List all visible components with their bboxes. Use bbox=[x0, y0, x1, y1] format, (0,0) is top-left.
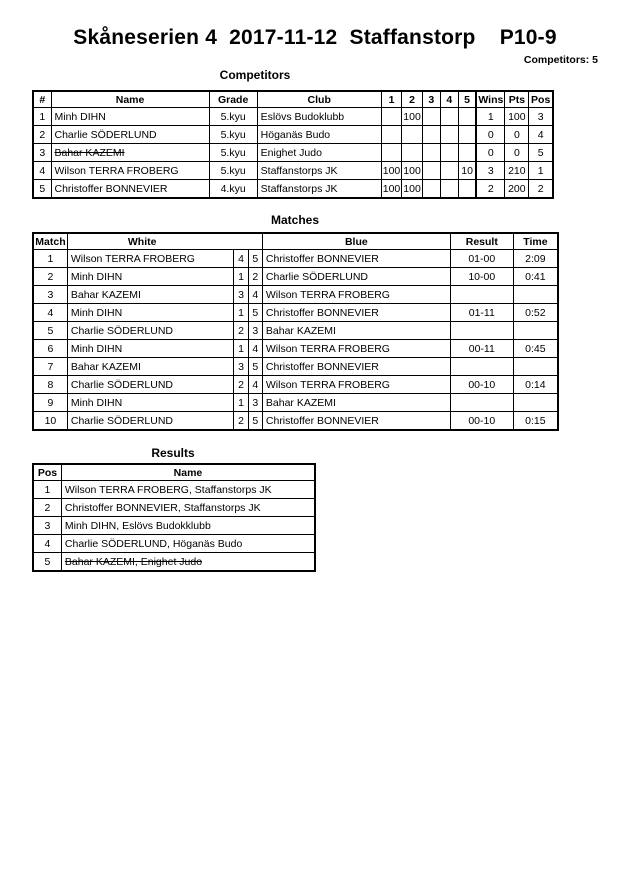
competitor-number: 2 bbox=[33, 126, 51, 144]
competitor-score-s2 bbox=[402, 144, 423, 162]
competitor-score-s4 bbox=[440, 108, 458, 126]
competitor-score-s5: 10 bbox=[458, 162, 476, 180]
competitor-points: 0 bbox=[505, 144, 529, 162]
competitor-score-s2: 100 bbox=[402, 162, 423, 180]
matches-section-title: Matches bbox=[270, 213, 320, 227]
col-header: Club bbox=[257, 91, 381, 108]
result-name: Bahar KAZEMI, Enighet Judo bbox=[61, 553, 315, 572]
col-header: Match bbox=[33, 233, 67, 250]
white-seed: 3 bbox=[234, 286, 248, 304]
competitor-wins: 1 bbox=[476, 108, 505, 126]
page-title: Skåneserien 4 2017-11-12 Staffanstorp P10-9 bbox=[73, 26, 557, 49]
competitor-score-s3 bbox=[422, 108, 440, 126]
competitor-grade: 5.kyu bbox=[209, 162, 257, 180]
col-header: 3 bbox=[422, 91, 440, 108]
result-row bbox=[33, 553, 315, 572]
competitor-grade: 5.kyu bbox=[209, 126, 257, 144]
white-seed: 1 bbox=[234, 394, 248, 412]
competitor-score-s4 bbox=[440, 126, 458, 144]
blue-player: Bahar KAZEMI bbox=[262, 322, 450, 340]
competitor-score-s1 bbox=[381, 126, 402, 144]
blue-player: Charlie SÖDERLUND bbox=[262, 268, 450, 286]
result-position: 1 bbox=[33, 481, 61, 499]
blue-player: Christoffer BONNEVIER bbox=[262, 412, 450, 431]
competitor-score-s1: 100 bbox=[381, 180, 402, 199]
result-row bbox=[33, 535, 315, 553]
result-name: Wilson TERRA FROBERG, Staffanstorps JK bbox=[61, 481, 315, 499]
white-seed: 1 bbox=[234, 304, 248, 322]
match-time: 0:15 bbox=[513, 412, 558, 431]
competitor-club: Staffanstorps JK bbox=[257, 180, 381, 199]
result-position: 3 bbox=[33, 517, 61, 535]
blue-seed: 4 bbox=[248, 286, 262, 304]
white-seed: 1 bbox=[234, 268, 248, 286]
match-row bbox=[33, 412, 558, 431]
match-time bbox=[513, 394, 558, 412]
competitor-score-s5 bbox=[458, 126, 476, 144]
match-number: 9 bbox=[33, 394, 67, 412]
competitor-points: 100 bbox=[505, 108, 529, 126]
competitor-points: 210 bbox=[505, 162, 529, 180]
competitor-grade: 4.kyu bbox=[209, 180, 257, 199]
result-name: Minh DIHN, Eslövs Budokklubb bbox=[61, 517, 315, 535]
blue-seed: 5 bbox=[248, 412, 262, 431]
match-number: 1 bbox=[33, 250, 67, 268]
blue-seed: 5 bbox=[248, 358, 262, 376]
blue-seed: 3 bbox=[248, 322, 262, 340]
col-header: # bbox=[33, 91, 51, 108]
match-result: 10-00 bbox=[450, 268, 513, 286]
competitor-wins: 3 bbox=[476, 162, 505, 180]
white-player: Wilson TERRA FROBERG bbox=[67, 250, 234, 268]
result-row bbox=[33, 481, 315, 499]
competitor-row bbox=[33, 162, 553, 180]
competitors-section-title: Competitors bbox=[219, 68, 291, 82]
competitor-score-s3 bbox=[422, 144, 440, 162]
blue-player: Wilson TERRA FROBERG bbox=[262, 376, 450, 394]
competitor-wins: 2 bbox=[476, 180, 505, 199]
white-seed: 2 bbox=[234, 412, 248, 431]
match-number: 2 bbox=[33, 268, 67, 286]
competitor-row bbox=[33, 180, 553, 199]
blue-seed: 4 bbox=[248, 376, 262, 394]
matches-header-row bbox=[33, 233, 558, 250]
blue-player: Wilson TERRA FROBERG bbox=[262, 340, 450, 358]
result-position: 5 bbox=[33, 553, 61, 572]
competitor-position: 4 bbox=[529, 126, 553, 144]
competitor-number: 3 bbox=[33, 144, 51, 162]
competitors-table bbox=[32, 90, 554, 199]
col-header: Pts bbox=[505, 91, 529, 108]
match-result: 00-11 bbox=[450, 340, 513, 358]
col-header: Pos bbox=[529, 91, 553, 108]
match-number: 10 bbox=[33, 412, 67, 431]
competitor-position: 1 bbox=[529, 162, 553, 180]
competitor-score-s5 bbox=[458, 144, 476, 162]
white-player: Minh DIHN bbox=[67, 304, 234, 322]
result-name: Charlie SÖDERLUND, Höganäs Budo bbox=[61, 535, 315, 553]
blue-player: Christoffer BONNEVIER bbox=[262, 304, 450, 322]
col-header: White bbox=[67, 233, 262, 250]
white-player: Bahar KAZEMI bbox=[67, 358, 234, 376]
result-name: Christoffer BONNEVIER, Staffanstorps JK bbox=[61, 499, 315, 517]
competitor-points: 200 bbox=[505, 180, 529, 199]
competitor-wins: 0 bbox=[476, 144, 505, 162]
matches-table bbox=[32, 232, 559, 431]
white-seed: 3 bbox=[234, 358, 248, 376]
match-row bbox=[33, 394, 558, 412]
match-time bbox=[513, 286, 558, 304]
competitor-name: Wilson TERRA FROBERG bbox=[51, 162, 209, 180]
competitor-position: 5 bbox=[529, 144, 553, 162]
competitor-score-s1: 100 bbox=[381, 162, 402, 180]
competitor-position: 2 bbox=[529, 180, 553, 199]
match-time: 2:09 bbox=[513, 250, 558, 268]
competitor-grade: 5.kyu bbox=[209, 108, 257, 126]
match-row bbox=[33, 250, 558, 268]
competitor-score-s5 bbox=[458, 180, 476, 199]
white-player: Minh DIHN bbox=[67, 268, 234, 286]
blue-seed: 5 bbox=[248, 250, 262, 268]
competitor-name: Minh DIHN bbox=[51, 108, 209, 126]
match-row bbox=[33, 358, 558, 376]
col-header: Result bbox=[450, 233, 513, 250]
competitor-club: Eslövs Budoklubb bbox=[257, 108, 381, 126]
col-header: Time bbox=[513, 233, 558, 250]
match-result bbox=[450, 322, 513, 340]
match-result: 00-10 bbox=[450, 376, 513, 394]
results-header-row bbox=[33, 464, 315, 481]
match-result bbox=[450, 286, 513, 304]
competitor-club: Staffanstorps JK bbox=[257, 162, 381, 180]
col-header: 5 bbox=[458, 91, 476, 108]
col-header: Grade bbox=[209, 91, 257, 108]
match-result: 01-11 bbox=[450, 304, 513, 322]
blue-player: Christoffer BONNEVIER bbox=[262, 250, 450, 268]
competitor-score-s4 bbox=[440, 180, 458, 199]
match-time bbox=[513, 358, 558, 376]
competitor-number: 4 bbox=[33, 162, 51, 180]
match-result bbox=[450, 358, 513, 376]
white-seed: 2 bbox=[234, 322, 248, 340]
competitors-count: Competitors: 5 bbox=[523, 54, 598, 66]
competitor-row bbox=[33, 144, 553, 162]
competitor-number: 1 bbox=[33, 108, 51, 126]
competitor-club: Enighet Judo bbox=[257, 144, 381, 162]
competitor-number: 5 bbox=[33, 180, 51, 199]
blue-seed: 2 bbox=[248, 268, 262, 286]
white-player: Charlie SÖDERLUND bbox=[67, 322, 234, 340]
result-position: 2 bbox=[33, 499, 61, 517]
blue-seed: 3 bbox=[248, 394, 262, 412]
white-seed: 2 bbox=[234, 376, 248, 394]
match-result: 01-00 bbox=[450, 250, 513, 268]
match-number: 4 bbox=[33, 304, 67, 322]
match-row bbox=[33, 340, 558, 358]
match-number: 5 bbox=[33, 322, 67, 340]
white-player: Minh DIHN bbox=[67, 394, 234, 412]
result-position: 4 bbox=[33, 535, 61, 553]
results-section-title: Results bbox=[151, 446, 195, 460]
col-header: Wins bbox=[476, 91, 505, 108]
competitor-score-s3 bbox=[422, 126, 440, 144]
match-time: 0:52 bbox=[513, 304, 558, 322]
match-row bbox=[33, 376, 558, 394]
competitors-header-row bbox=[33, 91, 553, 108]
competitor-score-s2: 100 bbox=[402, 180, 423, 199]
match-number: 3 bbox=[33, 286, 67, 304]
white-seed: 1 bbox=[234, 340, 248, 358]
col-header: 4 bbox=[440, 91, 458, 108]
match-result bbox=[450, 394, 513, 412]
blue-player: Christoffer BONNEVIER bbox=[262, 358, 450, 376]
match-row bbox=[33, 322, 558, 340]
col-header: Blue bbox=[262, 233, 450, 250]
competitor-position: 3 bbox=[529, 108, 553, 126]
match-time: 0:45 bbox=[513, 340, 558, 358]
competitor-score-s1 bbox=[381, 144, 402, 162]
white-player: Charlie SÖDERLUND bbox=[67, 412, 234, 431]
match-time: 0:14 bbox=[513, 376, 558, 394]
competitor-points: 0 bbox=[505, 126, 529, 144]
blue-player: Bahar KAZEMI bbox=[262, 394, 450, 412]
competitor-score-s3 bbox=[422, 162, 440, 180]
competitor-score-s4 bbox=[440, 144, 458, 162]
competitor-score-s3 bbox=[422, 180, 440, 199]
match-row bbox=[33, 286, 558, 304]
col-header: Pos bbox=[33, 464, 61, 481]
competitor-score-s5 bbox=[458, 108, 476, 126]
competitor-row bbox=[33, 108, 553, 126]
match-number: 6 bbox=[33, 340, 67, 358]
white-player: Charlie SÖDERLUND bbox=[67, 376, 234, 394]
competitor-score-s2: 100 bbox=[402, 108, 423, 126]
competitor-grade: 5.kyu bbox=[209, 144, 257, 162]
white-player: Minh DIHN bbox=[67, 340, 234, 358]
result-row bbox=[33, 499, 315, 517]
match-time: 0:41 bbox=[513, 268, 558, 286]
col-header: Name bbox=[61, 464, 315, 481]
competitor-name: Christoffer BONNEVIER bbox=[51, 180, 209, 199]
competitor-score-s2 bbox=[402, 126, 423, 144]
competitor-score-s1 bbox=[381, 108, 402, 126]
results-table bbox=[32, 463, 316, 572]
blue-seed: 4 bbox=[248, 340, 262, 358]
col-header: 2 bbox=[402, 91, 423, 108]
blue-player: Wilson TERRA FROBERG bbox=[262, 286, 450, 304]
match-row bbox=[33, 304, 558, 322]
competitor-name: Charlie SÖDERLUND bbox=[51, 126, 209, 144]
match-result: 00-10 bbox=[450, 412, 513, 431]
white-player: Bahar KAZEMI bbox=[67, 286, 234, 304]
competitor-club: Höganäs Budo bbox=[257, 126, 381, 144]
match-time bbox=[513, 322, 558, 340]
competitor-score-s4 bbox=[440, 162, 458, 180]
match-number: 7 bbox=[33, 358, 67, 376]
col-header: Name bbox=[51, 91, 209, 108]
match-row bbox=[33, 268, 558, 286]
match-number: 8 bbox=[33, 376, 67, 394]
competitor-name: Bahar KAZEMI bbox=[51, 144, 209, 162]
blue-seed: 5 bbox=[248, 304, 262, 322]
competitor-row bbox=[33, 126, 553, 144]
col-header: 1 bbox=[381, 91, 402, 108]
competitor-wins: 0 bbox=[476, 126, 505, 144]
white-seed: 4 bbox=[234, 250, 248, 268]
result-row bbox=[33, 517, 315, 535]
